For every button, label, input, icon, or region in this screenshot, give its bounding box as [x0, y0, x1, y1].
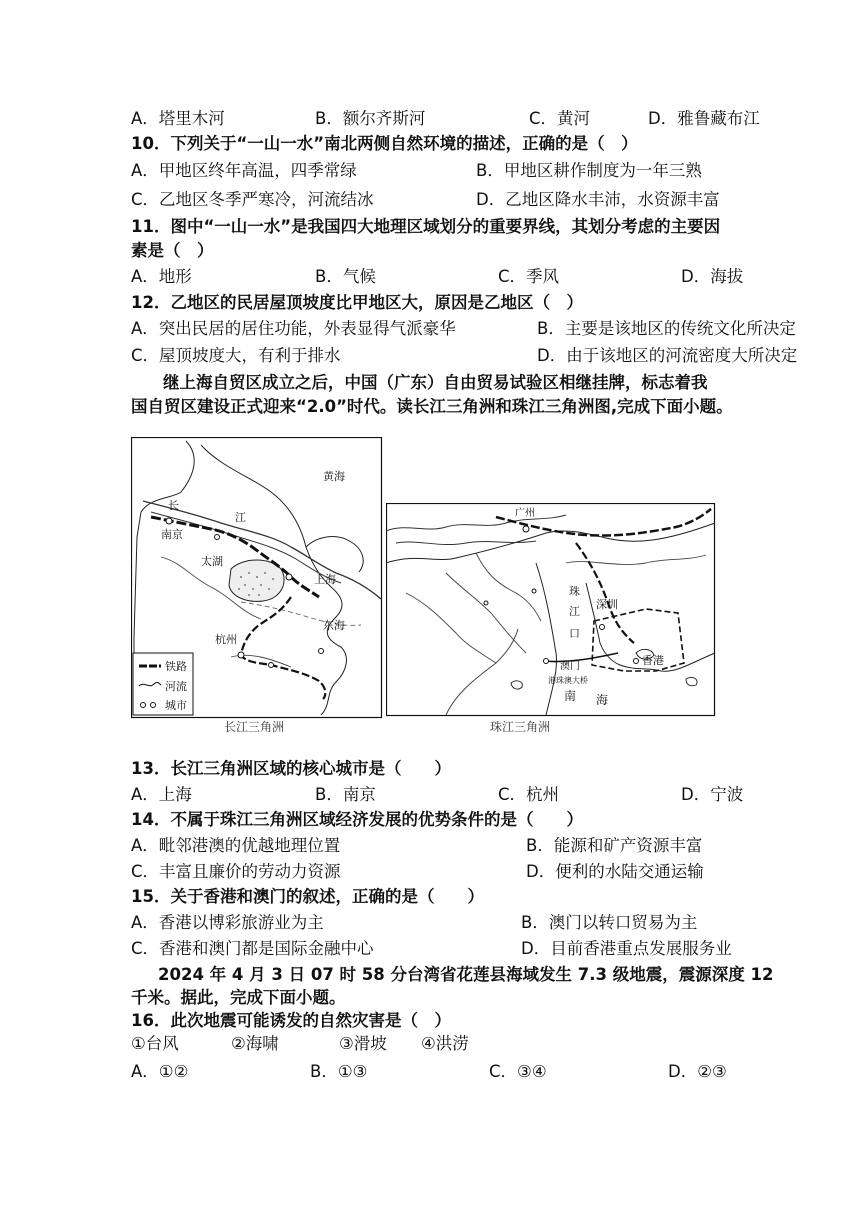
q11-option-a: A．地形: [131, 267, 192, 286]
q16-stem: 16．此次地震可能诱发的自然灾害是（ ）: [131, 1011, 451, 1030]
q16-option-c: C．③④: [489, 1062, 547, 1081]
q11-option-d: D．海拔: [681, 267, 744, 286]
label-guangzhou: 广州: [515, 508, 535, 519]
label-hangzhou: 杭州: [215, 633, 237, 646]
label-xianggang: 香港: [642, 654, 664, 667]
label-aomen: 澳门: [560, 661, 580, 672]
pearl-delta-map: [386, 503, 716, 719]
q15-option-d: D．目前香港重点发展服务业: [521, 939, 732, 958]
q13-option-d: D．宁波: [681, 785, 744, 804]
q15-option-c: C．香港和澳门都是国际金融中心: [131, 939, 374, 958]
label-kou: 口: [569, 627, 580, 640]
legend-city-label: 城市: [165, 699, 187, 712]
q15-option-b: B．澳门以转口贸易为主: [521, 913, 698, 932]
legend-river-label: 河流: [165, 680, 187, 693]
q13-option-c: C．杭州: [498, 785, 560, 804]
intro-fta-line2: 国自贸区建设正式迎来“2.0”时代。读长江三角洲和珠江三角洲图,完成下面小题。: [131, 397, 733, 416]
q14-option-d: D．便利的水陆交通运输: [526, 862, 704, 881]
q11-stem-line2: 素是（ ）: [131, 241, 214, 260]
label-taihu: 太湖: [201, 555, 223, 568]
intro-quake-line1: 2024 年 4 月 3 日 07 时 58 分台湾省花莲县海域发生 7.3 级地震，震源深度 12: [158, 965, 774, 984]
map-left-caption: 长江三角洲: [224, 720, 285, 734]
q14-option-b: B．能源和矿产资源丰富: [526, 836, 703, 855]
q16-option-d: D．②③: [668, 1062, 727, 1081]
q12-stem: 12．乙地区的民居屋顶坡度比甲地区大，原因是乙地区（ ）: [131, 293, 583, 312]
q14-option-c: C．丰富且廉价的劳动力资源: [131, 862, 341, 881]
q14-option-a: A．毗邻港澳的优越地理位置: [131, 836, 341, 855]
q14-stem: 14．不属于珠江三角洲区域经济发展的优势条件的是（ ）: [131, 810, 583, 829]
q16-item-2: ②海啸: [231, 1034, 279, 1053]
q16-option-a: A．①②: [131, 1062, 189, 1081]
q11-stem-line1: 11．图中“一山一水”是我国四大地理区域划分的重要界线，其划分考虑的主要因: [131, 217, 721, 236]
q9-option-d: D．雅鲁藏布江: [648, 109, 760, 128]
label-nan: 南: [564, 689, 577, 703]
label-bridge: 港珠澳大桥: [548, 676, 588, 685]
map-right-caption: 珠江三角洲: [490, 720, 551, 734]
q16-item-3: ③滑坡: [339, 1034, 387, 1053]
label-jiang: 江: [235, 511, 246, 524]
q11-option-c: C．季风: [498, 267, 560, 286]
q15-option-a: A．香港以博彩旅游业为主: [131, 913, 324, 932]
q16-item-4: ④洪涝: [421, 1034, 469, 1053]
q12-option-a: A．突出民居的居住功能，外表显得气派豪华: [131, 319, 456, 338]
label-huanghai: 黄海: [323, 470, 345, 483]
yangtze-delta-map: [131, 437, 383, 719]
q11-option-b: B．气候: [315, 267, 376, 286]
label-zhu: 珠: [569, 585, 580, 598]
q13-stem: 13．长江三角洲区域的核心城市是（ ）: [131, 759, 451, 778]
label-hai: 海: [596, 693, 609, 707]
q13-option-a: A．上海: [131, 785, 192, 804]
q10-option-d: D．乙地区降水丰沛，水资源丰富: [476, 190, 720, 209]
q13-option-b: B．南京: [315, 785, 376, 804]
q10-option-c: C．乙地区冬季严寒冷，河流结冰: [131, 190, 374, 209]
q10-stem: 10．下列关于“一山一水”南北两侧自然环境的描述，正确的是（ ）: [131, 134, 638, 153]
label-jiang-2: 江: [569, 605, 580, 618]
label-nanjing: 南京: [161, 528, 183, 541]
q12-option-d: D．由于该地区的河流密度大所决定: [537, 346, 798, 365]
q16-item-1: ①台风: [131, 1034, 179, 1053]
label-shenzhen: 深圳: [596, 598, 618, 611]
label-donghai: 东海: [323, 619, 345, 632]
q10-option-a: A．甲地区终年高温，四季常绿: [131, 161, 357, 180]
q12-option-c: C．屋顶坡度大，有利于排水: [131, 346, 341, 365]
q9-option-c: C．黄河: [529, 109, 591, 128]
q9-option-a: A．塔里木河: [131, 109, 225, 128]
intro-quake-line2: 千米。据此，完成下面小题。: [131, 988, 346, 1007]
q12-option-b: B．主要是该地区的传统文化所决定: [537, 319, 796, 338]
label-chang: 长: [168, 499, 179, 512]
legend-rail-label: 铁路: [165, 660, 187, 673]
intro-fta-line1: 继上海自贸区成立之后，中国（广东）自由贸易试验区相继挂牌，标志着我: [163, 373, 708, 392]
q15-stem: 15．关于香港和澳门的叙述，正确的是（ ）: [131, 887, 484, 906]
q10-option-b: B．甲地区耕作制度为一年三熟: [476, 161, 702, 180]
label-shanghai: 上海: [314, 573, 336, 586]
q9-option-b: B．额尔齐斯河: [315, 109, 426, 128]
q16-option-b: B．①③: [310, 1062, 368, 1081]
